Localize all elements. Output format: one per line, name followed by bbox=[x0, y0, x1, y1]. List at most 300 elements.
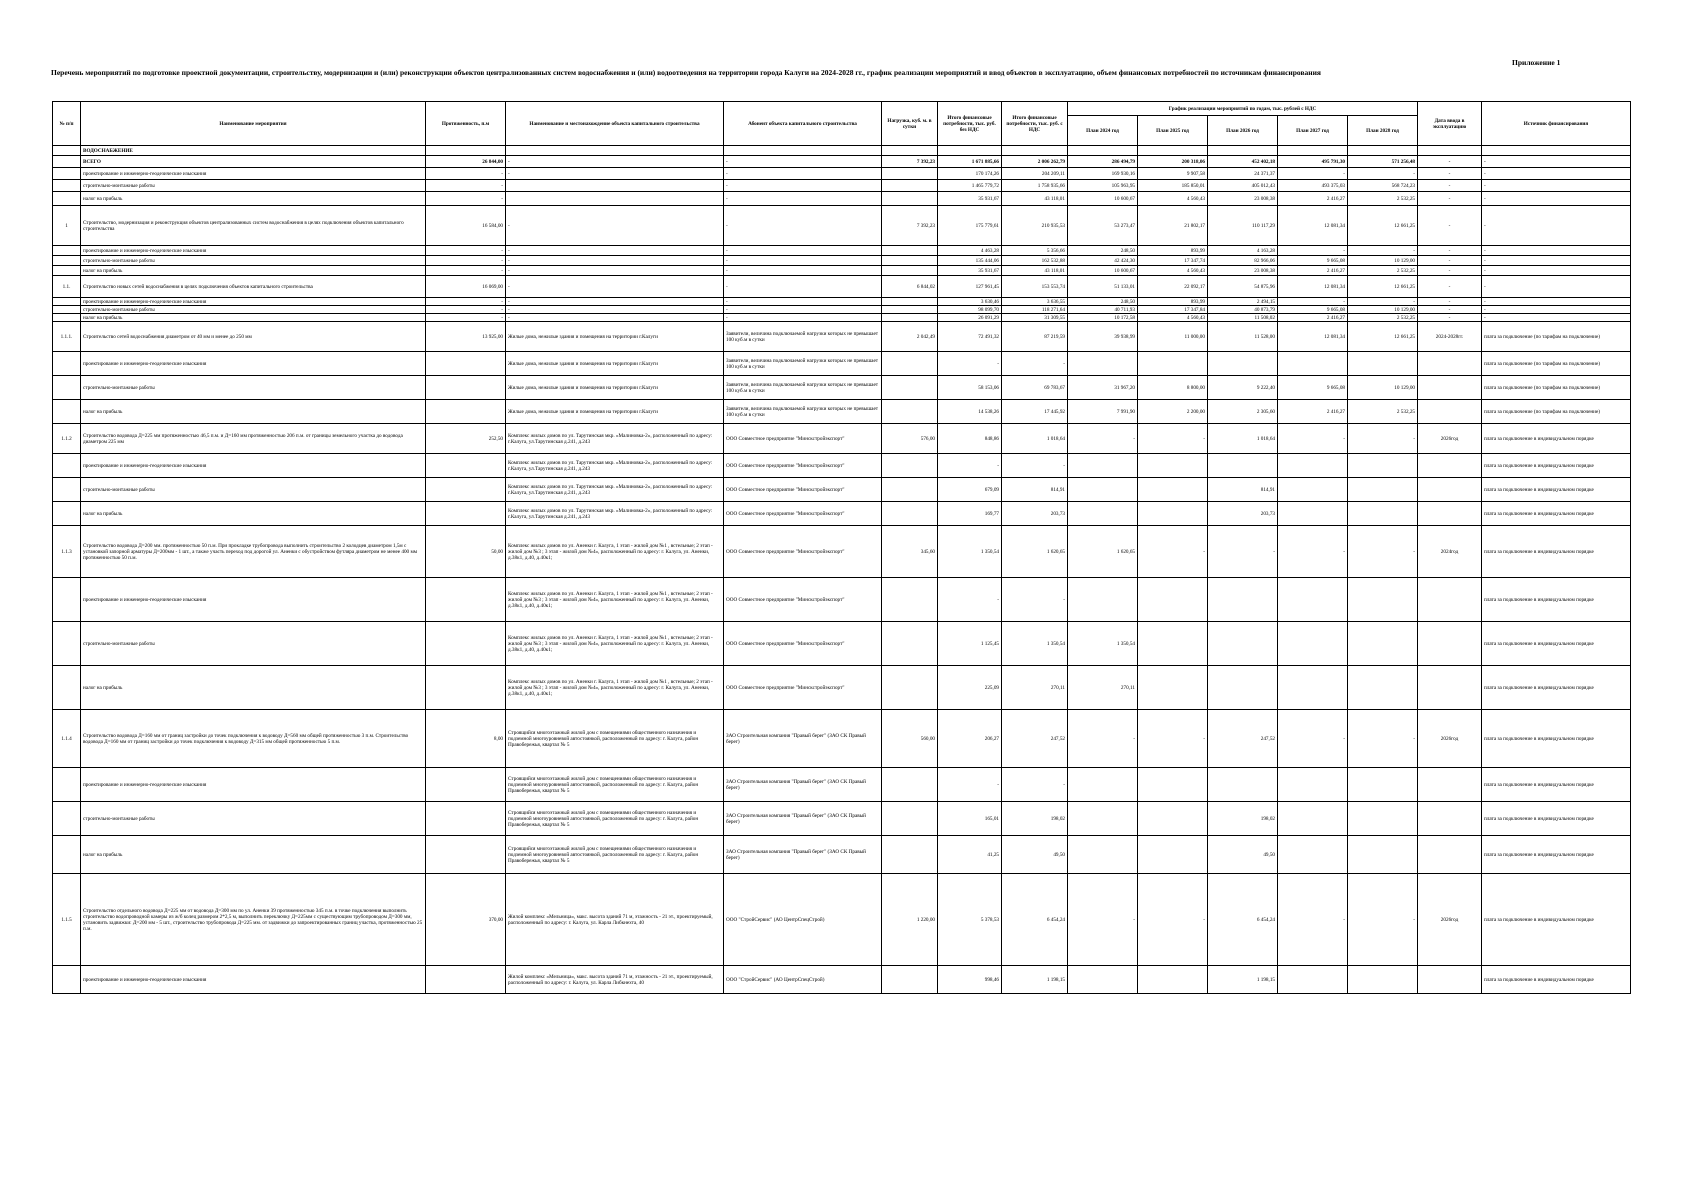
cell-2028: 12 661,25 bbox=[1348, 276, 1418, 298]
cell-date bbox=[1418, 622, 1482, 666]
cell-load bbox=[882, 168, 938, 180]
cell-2027: 9 665,08 bbox=[1278, 306, 1348, 314]
cell-2025 bbox=[1138, 454, 1208, 478]
cell-object: - bbox=[506, 168, 724, 180]
table-row bbox=[53, 246, 1631, 256]
header-load: Нагрузка, куб. м. в сутки bbox=[882, 102, 938, 146]
cell-load bbox=[882, 836, 938, 874]
cell-2028: - bbox=[1348, 526, 1418, 578]
cell-num bbox=[53, 256, 81, 266]
cell-load bbox=[882, 298, 938, 306]
cell-2024 bbox=[1068, 478, 1138, 502]
cell-object: Комплекс жилых домов по ул. Тарутинская мкр. «Малиновка-2», расположенный по адресу: г.Калуга, ул.Тарутинская д.241, д.243 bbox=[506, 454, 724, 478]
cell-2024: 105 963,95 bbox=[1068, 180, 1138, 192]
cell-length bbox=[426, 802, 506, 836]
cell-load bbox=[882, 454, 938, 478]
cell-length bbox=[426, 454, 506, 478]
cell-2026 bbox=[1208, 622, 1278, 666]
cell-2025 bbox=[1138, 146, 1208, 156]
cell-total-no-vat: 1 465 779,72 bbox=[938, 180, 1002, 192]
cell-name: ВСЕГО bbox=[81, 156, 426, 168]
cell-length bbox=[426, 352, 506, 376]
cell-object: - bbox=[506, 156, 724, 168]
cell-source: - bbox=[1482, 192, 1631, 206]
cell-object: Комплекс жилых домов по ул. Аненки г. Калуга, 1 этап - жилой дом №1 , встельные; 2 этап - жилой дом №3 ; 3 этап - жилой дом №4», расположенный по адресу: г. Калуга, ул. Аненки, д.38к1, д.40, д.40к1; bbox=[506, 622, 724, 666]
cell-2028: - bbox=[1348, 168, 1418, 180]
table-row bbox=[53, 710, 1631, 768]
cell-2024: 10 600,67 bbox=[1068, 266, 1138, 276]
cell-2028 bbox=[1348, 802, 1418, 836]
table-row bbox=[53, 836, 1631, 874]
cell-name: налог на прибыль bbox=[81, 192, 426, 206]
cell-length: 16 069,00 bbox=[426, 276, 506, 298]
cell-source: плата за подключение в индивидуальном порядке bbox=[1482, 526, 1631, 578]
cell-2025 bbox=[1138, 966, 1208, 994]
cell-subscriber: ЗАО Строительная компания "Правый берег" (ЗАО СК Правый берег) bbox=[724, 802, 882, 836]
cell-load bbox=[882, 802, 938, 836]
cell-2024: - bbox=[1068, 424, 1138, 454]
cell-date: - bbox=[1418, 180, 1482, 192]
cell-length bbox=[426, 376, 506, 400]
cell-2028 bbox=[1348, 622, 1418, 666]
cell-load bbox=[882, 578, 938, 622]
cell-subscriber: ООО Совместное предприятие "Минскстройэкспорт" bbox=[724, 622, 882, 666]
cell-source: плата за подключение в индивидуальном порядке bbox=[1482, 622, 1631, 666]
header-length: Протяженность, п.м bbox=[426, 102, 506, 146]
cell-2024: 10 172,58 bbox=[1068, 314, 1138, 322]
cell-subscriber: - bbox=[724, 206, 882, 246]
table-row bbox=[53, 352, 1631, 376]
cell-name: проектирование и инженерно-геодезические изыскания bbox=[81, 168, 426, 180]
cell-2025: - bbox=[1138, 424, 1208, 454]
cell-length bbox=[426, 400, 506, 424]
cell-total-vat: - bbox=[1002, 768, 1068, 802]
table-row bbox=[53, 400, 1631, 424]
cell-2028 bbox=[1348, 454, 1418, 478]
cell-date bbox=[1418, 966, 1482, 994]
cell-subscriber: ООО Совместное предприятие "Минскстройэкспорт" bbox=[724, 454, 882, 478]
cell-2025: 185 850,01 bbox=[1138, 180, 1208, 192]
cell-load bbox=[882, 266, 938, 276]
cell-source: плата за подключение в индивидуальном порядке bbox=[1482, 802, 1631, 836]
cell-object: Строящийся многоэтажный жилой дом с помещениями общественного назначения и подземной многоуровневой автостоянкой, расположенный по адресу: г. Калуга, район Правобережья, квартал № 5 bbox=[506, 768, 724, 802]
cell-source: плата за подключение (по тарифам на подключение) bbox=[1482, 400, 1631, 424]
table-row bbox=[53, 156, 1631, 168]
cell-length: 370,00 bbox=[426, 874, 506, 966]
cell-subscriber: - bbox=[724, 180, 882, 192]
cell-date bbox=[1418, 578, 1482, 622]
cell-source: плата за подключение в индивидуальном порядке bbox=[1482, 966, 1631, 994]
cell-name: строительно-монтажные работы bbox=[81, 180, 426, 192]
table-row bbox=[53, 768, 1631, 802]
cell-2024: 286 494,79 bbox=[1068, 156, 1138, 168]
cell-total-vat: 49,50 bbox=[1002, 836, 1068, 874]
cell-2024: 39 938,99 bbox=[1068, 322, 1138, 352]
cell-date: - bbox=[1418, 168, 1482, 180]
cell-source: - bbox=[1482, 298, 1631, 306]
cell-date bbox=[1418, 478, 1482, 502]
cell-num: 1.1.1. bbox=[53, 322, 81, 352]
cell-2027 bbox=[1278, 666, 1348, 710]
cell-load bbox=[882, 180, 938, 192]
cell-date: - bbox=[1418, 276, 1482, 298]
cell-2026: 1 018,64 bbox=[1208, 424, 1278, 454]
cell-subscriber: ООО Совместное предприятие "Минскстройэкспорт" bbox=[724, 578, 882, 622]
table-row bbox=[53, 454, 1631, 478]
cell-2028: 10 129,00 bbox=[1348, 376, 1418, 400]
cell-object: - bbox=[506, 256, 724, 266]
cell-length: 50,00 bbox=[426, 526, 506, 578]
cell-num bbox=[53, 666, 81, 710]
cell-load bbox=[882, 666, 938, 710]
cell-date: 2026год bbox=[1418, 710, 1482, 768]
cell-subscriber: - bbox=[724, 298, 882, 306]
cell-2026: 82 966,06 bbox=[1208, 256, 1278, 266]
cell-2027: 493 375,03 bbox=[1278, 180, 1348, 192]
table-row bbox=[53, 146, 1631, 156]
cell-subscriber: Заявители, величина подключаемой нагрузки которых не превышает 100 куб.м в сутки bbox=[724, 400, 882, 424]
cell-2027 bbox=[1278, 802, 1348, 836]
cell-load bbox=[882, 246, 938, 256]
cell-name: Строительство сетей водоснабжения диаметром от 40 мм и менее до 250 мм bbox=[81, 322, 426, 352]
cell-2028 bbox=[1348, 352, 1418, 376]
cell-source: - bbox=[1482, 168, 1631, 180]
cell-2026 bbox=[1208, 578, 1278, 622]
cell-object: - bbox=[506, 314, 724, 322]
cell-subscriber: ЗАО Строительная компания "Правый берег" (ЗАО СК Правый берег) bbox=[724, 768, 882, 802]
cell-length: - bbox=[426, 180, 506, 192]
cell-num bbox=[53, 502, 81, 526]
cell-load: 7 392,23 bbox=[882, 206, 938, 246]
cell-subscriber: ООО Совместное предприятие "Минскстройэкспорт" bbox=[724, 526, 882, 578]
cell-2025: - bbox=[1138, 710, 1208, 768]
cell-2024: 270,11 bbox=[1068, 666, 1138, 710]
cell-load bbox=[882, 256, 938, 266]
cell-object: Жилой комплекс «Мельница», макс. высота зданий 71 м, этажность - 21 эт., проектируемый, расположенный по адресу: г. Калуга, ул. Карла Либкнехта, 40 bbox=[506, 966, 724, 994]
cell-2028: - bbox=[1348, 246, 1418, 256]
cell-total-vat: 204 209,11 bbox=[1002, 168, 1068, 180]
cell-2027: 2 416,27 bbox=[1278, 266, 1348, 276]
cell-subscriber: ООО Совместное предприятие "Минскстройэкспорт" bbox=[724, 666, 882, 710]
cell-source: плата за подключение в индивидуальном порядке bbox=[1482, 710, 1631, 768]
cell-date: 2024год bbox=[1418, 526, 1482, 578]
cell-2028: - bbox=[1348, 298, 1418, 306]
cell-subscriber: ООО "СтройСервис" (АО ЦентрСпецСтрой) bbox=[724, 874, 882, 966]
cell-2028: - bbox=[1348, 710, 1418, 768]
cell-name: проектирование и инженерно-геодезические изыскания bbox=[81, 298, 426, 306]
cell-2024: 31 967,20 bbox=[1068, 376, 1138, 400]
cell-2026: 40 873,79 bbox=[1208, 306, 1278, 314]
cell-2026 bbox=[1208, 352, 1278, 376]
cell-num bbox=[53, 266, 81, 276]
cell-object: Строящийся многоэтажный жилой дом с помещениями общественного назначения и подземной многоуровневой автостоянкой, расположенный по адресу: г. Калуга, район Правобережья, квартал № 5 bbox=[506, 710, 724, 768]
cell-2024 bbox=[1068, 578, 1138, 622]
cell-2025: 4 560,43 bbox=[1138, 192, 1208, 206]
cell-2027: 9 665,08 bbox=[1278, 256, 1348, 266]
cell-name: строительно-монтажные работы bbox=[81, 802, 426, 836]
cell-num bbox=[53, 454, 81, 478]
table-body bbox=[53, 146, 1631, 994]
cell-subscriber: Заявители, величина подключаемой нагрузки которых не превышает 100 куб.м в сутки bbox=[724, 352, 882, 376]
cell-subscriber: - bbox=[724, 266, 882, 276]
cell-date bbox=[1418, 400, 1482, 424]
cell-subscriber: ООО Совместное предприятие "Минскстройэкспорт" bbox=[724, 502, 882, 526]
cell-name: Строительство, модернизация и реконструкция объектов централизованных систем водоснабжения в целях подключения объектов капитального строительства bbox=[81, 206, 426, 246]
cell-source: - bbox=[1482, 180, 1631, 192]
cell-source: плата за подключение в индивидуальном порядке bbox=[1482, 424, 1631, 454]
cell-source: - bbox=[1482, 256, 1631, 266]
cell-subscriber: - bbox=[724, 168, 882, 180]
cell-subscriber: - bbox=[724, 306, 882, 314]
cell-total-vat: 3 636,55 bbox=[1002, 298, 1068, 306]
cell-source: - bbox=[1482, 306, 1631, 314]
page-title: Перечень мероприятий по подготовке проектной документации, строительству, модернизации и (или) реконструкции объектов централизованных систем водоснабжения и (или) водоотведения на территории города Калуги на 2024-2028 гг., график реализации мероприятий и ввод объектов в эксплуатацию, объем финансовых потребностей по источникам финансирования bbox=[51, 68, 1321, 77]
cell-date: - bbox=[1418, 266, 1482, 276]
cell-2028 bbox=[1348, 666, 1418, 710]
cell-length: 16 584,00 bbox=[426, 206, 506, 246]
cell-name: строительно-монтажные работы bbox=[81, 306, 426, 314]
cell-name: строительно-монтажные работы bbox=[81, 622, 426, 666]
table-row bbox=[53, 376, 1631, 400]
cell-total-no-vat: - bbox=[938, 454, 1002, 478]
cell-load bbox=[882, 192, 938, 206]
cell-2026: 4 163,28 bbox=[1208, 246, 1278, 256]
cell-2027: 495 791,30 bbox=[1278, 156, 1348, 168]
cell-2028 bbox=[1348, 146, 1418, 156]
header-2026: План 2026 год bbox=[1208, 116, 1278, 146]
cell-date: - bbox=[1418, 298, 1482, 306]
header-num: № п/п bbox=[53, 102, 81, 146]
cell-total-no-vat: 175 779,61 bbox=[938, 206, 1002, 246]
cell-total-no-vat: 4 463,28 bbox=[938, 246, 1002, 256]
cell-2024: 1 620,65 bbox=[1068, 526, 1138, 578]
cell-2028: 12 661,25 bbox=[1348, 206, 1418, 246]
cell-total-vat: 69 783,67 bbox=[1002, 376, 1068, 400]
cell-2027 bbox=[1278, 454, 1348, 478]
cell-total-no-vat: 206,27 bbox=[938, 710, 1002, 768]
table-row bbox=[53, 266, 1631, 276]
cell-length: - bbox=[426, 168, 506, 180]
cell-2028: - bbox=[1348, 874, 1418, 966]
cell-2027 bbox=[1278, 768, 1348, 802]
cell-subscriber: - bbox=[724, 256, 882, 266]
table-row bbox=[53, 206, 1631, 246]
cell-2028 bbox=[1348, 502, 1418, 526]
table-row bbox=[53, 180, 1631, 192]
cell-num bbox=[53, 400, 81, 424]
cell-date bbox=[1418, 454, 1482, 478]
table-row bbox=[53, 322, 1631, 352]
cell-object: Жилые дома, нежилые здания и помещения на территории г.Калуги bbox=[506, 376, 724, 400]
cell-2025: 8 800,00 bbox=[1138, 376, 1208, 400]
cell-2027: - bbox=[1278, 246, 1348, 256]
header-name: Наименование мероприятия bbox=[81, 102, 426, 146]
cell-object: Жилые дома, нежилые здания и помещения на территории г.Калуги bbox=[506, 400, 724, 424]
cell-length: - bbox=[426, 298, 506, 306]
cell-2025: 22 092,17 bbox=[1138, 276, 1208, 298]
cell-subscriber: - bbox=[724, 246, 882, 256]
cell-length: 252,50 bbox=[426, 424, 506, 454]
cell-2026: 9 222,40 bbox=[1208, 376, 1278, 400]
cell-length: 26 844,00 bbox=[426, 156, 506, 168]
cell-load bbox=[882, 306, 938, 314]
cell-2026: 203,73 bbox=[1208, 502, 1278, 526]
table-row bbox=[53, 298, 1631, 306]
cell-2026: 6 454,24 bbox=[1208, 874, 1278, 966]
cell-subscriber: ООО "СтройСервис" (АО ЦентрСпецСтрой) bbox=[724, 966, 882, 994]
cell-2027: 12 081,34 bbox=[1278, 322, 1348, 352]
cell-2027: - bbox=[1278, 298, 1348, 306]
cell-name: проектирование и инженерно-геодезические изыскания bbox=[81, 454, 426, 478]
cell-total-vat: 1 620,65 bbox=[1002, 526, 1068, 578]
cell-2027: - bbox=[1278, 710, 1348, 768]
cell-2025 bbox=[1138, 836, 1208, 874]
cell-num bbox=[53, 192, 81, 206]
cell-total-no-vat: 169,77 bbox=[938, 502, 1002, 526]
cell-total-vat: 162 532,88 bbox=[1002, 256, 1068, 266]
cell-total-no-vat: 127 961,45 bbox=[938, 276, 1002, 298]
cell-date bbox=[1418, 768, 1482, 802]
cell-2026 bbox=[1208, 146, 1278, 156]
cell-length: - bbox=[426, 266, 506, 276]
cell-name: Строительство водовода Д=225 мм протяженностью 46,5 п.м. и Д=160 мм протяженностью 206 п.м. от границы земельного участка до водовода диаметром 225 мм bbox=[81, 424, 426, 454]
cell-2026: 23 008,38 bbox=[1208, 266, 1278, 276]
cell-length: - bbox=[426, 306, 506, 314]
cell-2024: 42 424,30 bbox=[1068, 256, 1138, 266]
cell-name: налог на прибыль bbox=[81, 400, 426, 424]
cell-total-no-vat: 679,09 bbox=[938, 478, 1002, 502]
cell-num bbox=[53, 298, 81, 306]
cell-2025: 17 347,84 bbox=[1138, 306, 1208, 314]
cell-2024: 1 350,54 bbox=[1068, 622, 1138, 666]
cell-name: строительно-монтажные работы bbox=[81, 376, 426, 400]
cell-2028: 12 661,25 bbox=[1348, 322, 1418, 352]
table-row bbox=[53, 874, 1631, 966]
cell-2026 bbox=[1208, 454, 1278, 478]
cell-2024: 10 600,67 bbox=[1068, 192, 1138, 206]
cell-subscriber: ООО Совместное предприятие "Минскстройэкспорт" bbox=[724, 424, 882, 454]
cell-num: 1.1.2 bbox=[53, 424, 81, 454]
table-row bbox=[53, 666, 1631, 710]
cell-date: - bbox=[1418, 256, 1482, 266]
cell-2027: 2 416,27 bbox=[1278, 192, 1348, 206]
cell-name: Строительство водовода Д=200 мм. протяженностью 50 п.м. При прокладке трубопровода выполнить строительство 2 колодцев диаметром 1,5м с установкой запорной арматуры Д=200мм - 1 шт., а также участь переход под дорогой ул. Аненки с обустройством футляра диаметром не менее 400 мм протяженностью 50 п.м. bbox=[81, 526, 426, 578]
cell-total-no-vat: - bbox=[938, 768, 1002, 802]
cell-2024: 169 930,16 bbox=[1068, 168, 1138, 180]
cell-source: плата за подключение в индивидуальном порядке bbox=[1482, 768, 1631, 802]
cell-2025: 9 907,58 bbox=[1138, 168, 1208, 180]
header-total-vat: Итого финансовые потребности, тыс. руб. с НДС bbox=[1002, 102, 1068, 146]
cell-date: - bbox=[1418, 206, 1482, 246]
cell-subscriber: ЗАО Строительная компания "Правый берег" (ЗАО СК Правый берег) bbox=[724, 836, 882, 874]
cell-2026: 23 008,38 bbox=[1208, 192, 1278, 206]
cell-subscriber: ЗАО Строительная компания "Правый берег" (ЗАО СК Правый берег) bbox=[724, 710, 882, 768]
cell-total-vat: 2 006 262,79 bbox=[1002, 156, 1068, 168]
cell-2025 bbox=[1138, 502, 1208, 526]
cell-load: 2 042,49 bbox=[882, 322, 938, 352]
cell-total-vat: 43 118,01 bbox=[1002, 266, 1068, 276]
cell-object: Жилые дома, нежилые здания и помещения на территории г.Калуги bbox=[506, 352, 724, 376]
cell-2027 bbox=[1278, 352, 1348, 376]
cell-2027: - bbox=[1278, 526, 1348, 578]
cell-num bbox=[53, 168, 81, 180]
cell-object: - bbox=[506, 306, 724, 314]
cell-total-no-vat: 225,09 bbox=[938, 666, 1002, 710]
cell-subscriber: ООО Совместное предприятие "Минскстройэкспорт" bbox=[724, 478, 882, 502]
cell-num bbox=[53, 314, 81, 322]
cell-2028 bbox=[1348, 966, 1418, 994]
cell-num bbox=[53, 376, 81, 400]
cell-source: - bbox=[1482, 276, 1631, 298]
cell-source: - bbox=[1482, 206, 1631, 246]
table-row bbox=[53, 314, 1631, 322]
cell-source: плата за подключение в индивидуальном порядке bbox=[1482, 666, 1631, 710]
cell-name: проектирование и инженерно-геодезические изыскания bbox=[81, 966, 426, 994]
cell-date bbox=[1418, 836, 1482, 874]
cell-2026 bbox=[1208, 666, 1278, 710]
cell-num bbox=[53, 306, 81, 314]
cell-object: Комплекс жилых домов по ул. Аненки г. Калуга, 1 этап - жилой дом №1 , встельные; 2 этап - жилой дом №3 ; 3 этап - жилой дом №4», расположенный по адресу: г. Калуга, ул. Аненки, д.38к1, д.40, д.40к1; bbox=[506, 666, 724, 710]
cell-2026: 11 508,02 bbox=[1208, 314, 1278, 322]
cell-length bbox=[426, 478, 506, 502]
cell-2026: 11 528,00 bbox=[1208, 322, 1278, 352]
cell-2026: 2 305,60 bbox=[1208, 400, 1278, 424]
cell-length bbox=[426, 768, 506, 802]
cell-2025: 200 318,06 bbox=[1138, 156, 1208, 168]
cell-subscriber: - bbox=[724, 192, 882, 206]
cell-2025: 893,99 bbox=[1138, 298, 1208, 306]
table-row bbox=[53, 578, 1631, 622]
cell-source: плата за подключение в индивидуальном порядке bbox=[1482, 874, 1631, 966]
cell-2024: - bbox=[1068, 874, 1138, 966]
cell-total-vat: 1 758 935,66 bbox=[1002, 180, 1068, 192]
cell-name: налог на прибыль bbox=[81, 502, 426, 526]
cell-2025: 11 000,00 bbox=[1138, 322, 1208, 352]
cell-2025 bbox=[1138, 478, 1208, 502]
cell-2027 bbox=[1278, 966, 1348, 994]
cell-total-no-vat: 5 378,53 bbox=[938, 874, 1002, 966]
cell-source: плата за подключение (по тарифам на подключение) bbox=[1482, 322, 1631, 352]
table-row bbox=[53, 306, 1631, 314]
cell-date: - bbox=[1418, 246, 1482, 256]
cell-name: проектирование и инженерно-геодезические изыскания bbox=[81, 768, 426, 802]
cell-2027 bbox=[1278, 578, 1348, 622]
cell-name: строительно-монтажные работы bbox=[81, 256, 426, 266]
table-row bbox=[53, 966, 1631, 994]
cell-total-vat: 210 935,53 bbox=[1002, 206, 1068, 246]
cell-length bbox=[426, 622, 506, 666]
cell-name: строительно-монтажные работы bbox=[81, 478, 426, 502]
cell-subscriber: Заявители, величина подключаемой нагрузки которых не превышает 100 куб.м в сутки bbox=[724, 376, 882, 400]
cell-2027: 12 081,34 bbox=[1278, 276, 1348, 298]
cell-total-vat: 1 018,64 bbox=[1002, 424, 1068, 454]
cell-2026: 24 371,37 bbox=[1208, 168, 1278, 180]
cell-2026: 405 012,43 bbox=[1208, 180, 1278, 192]
cell-2024 bbox=[1068, 966, 1138, 994]
cell-object: - bbox=[506, 298, 724, 306]
cell-2027 bbox=[1278, 622, 1348, 666]
cell-total-no-vat: 41,25 bbox=[938, 836, 1002, 874]
cell-2026: 1 198,15 bbox=[1208, 966, 1278, 994]
cell-object: Комплекс жилых домов по ул. Тарутинская мкр. «Малиновка-2», расположенный по адресу: г.Калуга, ул.Тарутинская д.241, д.243 bbox=[506, 424, 724, 454]
table-row bbox=[53, 802, 1631, 836]
table-row bbox=[53, 478, 1631, 502]
cell-name: Строительство отдельного водовода Д=225 мм от водовода Д=300 мм по ул. Аненки 39 протяженностью 345 п.м. в точке подключения выполнить строительство водопроводной камеры из ж/б колец размером 2*2,5 м, выполнить переключку Д=225мм с существующим трубопроводом Д=300 мм, установить задвижки: Д=200 мм - 5 шт., строительство трубопровода Д=225 мм. от задвижки до запроектированных границ участка, протяженностью 25 п.м. bbox=[81, 874, 426, 966]
cell-object: Жилые дома, нежилые здания и помещения на территории г.Калуги bbox=[506, 322, 724, 352]
cell-object bbox=[506, 192, 724, 206]
cell-object: Строящийся многоэтажный жилой дом с помещениями общественного назначения и подземной многоуровневой автостоянкой, расположенный по адресу: г. Калуга, район Правобережья, квартал № 5 bbox=[506, 836, 724, 874]
cell-date bbox=[1418, 146, 1482, 156]
